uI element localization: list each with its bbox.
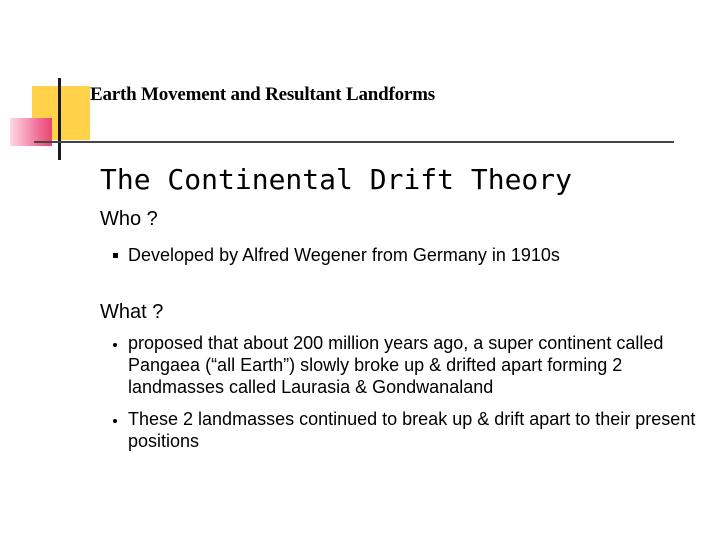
slide-header-title: Earth Movement and Resultant Landforms: [90, 84, 435, 105]
header-divider-line: [34, 141, 674, 143]
bullet-text-proposed: proposed that about 200 million years ago, a super continent called Pangaea (“all Earth”) slowly broke up & drifted apart forming 2 landmasses called Laurasia & Gondwanaland: [128, 333, 664, 397]
decorative-vertical-line: [58, 78, 61, 160]
square-bullet-icon: [113, 253, 118, 258]
dot-bullet-icon: [113, 419, 117, 423]
section-heading-who: Who ?: [100, 208, 158, 230]
dot-bullet-icon: [113, 343, 117, 347]
slide-heading: The Continental Drift Theory: [100, 163, 573, 196]
bullet-text-landmasses: These 2 landmasses continued to break up & drift apart to their present positions: [128, 409, 696, 451]
bullet-text-developed: Developed by Alfred Wegener from Germany in 1910s: [128, 245, 560, 265]
section-heading-what: What ?: [100, 301, 164, 323]
